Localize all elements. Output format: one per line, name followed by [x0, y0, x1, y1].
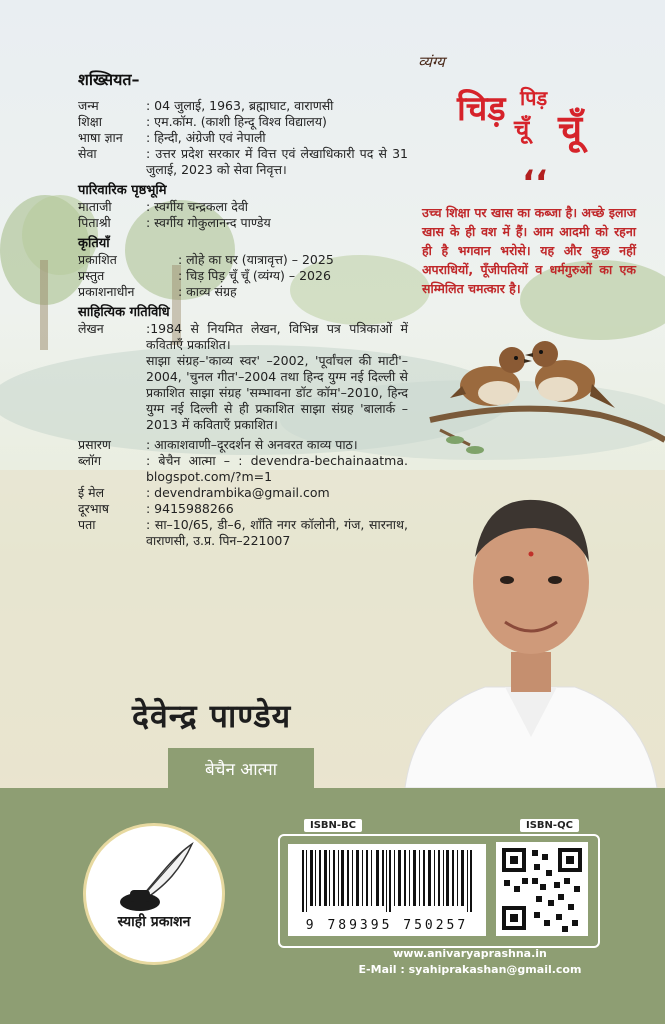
- bio-label: प्रस्तुत: [78, 268, 105, 283]
- bio-row-blog: [78, 453, 408, 485]
- bio-row-languages: [78, 130, 408, 146]
- book-genre: व्यंग्य: [418, 53, 445, 71]
- bio-value: : हिन्दी, अंग्रेजी एवं नेपाली: [146, 130, 266, 145]
- author-photo: [395, 462, 665, 788]
- bio-label: शिक्षा: [78, 114, 102, 129]
- bio-row-service: [78, 146, 408, 178]
- publisher-logo: [86, 826, 222, 962]
- bio-row-broadcast: [78, 437, 408, 453]
- bio-label: दूरभाष: [78, 501, 110, 516]
- bio-value: : स्वर्गीय गोकुलानन्द पाण्डेय: [146, 215, 271, 230]
- book-title-word-4: चूँ: [558, 107, 583, 151]
- sparrows-illustration: [450, 336, 620, 426]
- bio-row-education: [78, 114, 408, 130]
- bio-value: : चिड़ पिड़ चूँ चूँ (व्यंग्य) – 2026: [178, 268, 331, 283]
- publisher-email[interactable]: E-Mail : syahiprakashan@gmail.com: [358, 963, 582, 976]
- author-biography: [78, 72, 408, 549]
- publisher-website[interactable]: www.anivaryaprashna.in: [393, 947, 547, 960]
- bio-label: प्रसारण: [78, 437, 111, 452]
- bio-label: पिताश्री: [78, 215, 111, 230]
- bio-value: : आकाशवाणी–दूरदर्शन से अनवरत काव्य पाठ।: [146, 437, 358, 452]
- isbn-bc-label: ISBN-BC: [304, 819, 362, 832]
- quote-mark: ‘‘: [522, 163, 548, 203]
- publisher-contact: [350, 946, 590, 978]
- bio-row-phone: [78, 501, 408, 517]
- bio-anthologies: साझा संग्रह–'काव्य स्वर' –2002, 'पूर्वांचल की माटी'–2004, 'चुनल गीत'–2004 तथा हिन्द युग्म नई दिल्ली से प्रकाशित साझा संग्रह 'सम्भावना डॉट कॉम'–2010, हिन्द युग्म नई दिल्ली से ही प्रकाशित साझा संग्रह 'बालार्क –2013 में कविताएँ प्रकाशित।: [146, 353, 408, 432]
- bio-value: : devendrambika@gmail.com: [146, 485, 330, 500]
- bio-label: प्रकाशित: [78, 252, 117, 267]
- isbn-qc-label: ISBN-QC: [520, 819, 579, 832]
- bio-row-email: [78, 485, 408, 501]
- bio-label: ब्लॉग: [78, 453, 102, 468]
- bio-row-mother: [78, 199, 408, 215]
- bio-label: सेवा: [78, 146, 97, 161]
- isbn-number: 9 789395 750257: [305, 918, 469, 933]
- bio-label: माताजी: [78, 199, 112, 214]
- bio-row-presented: [78, 268, 408, 284]
- family-heading: पारिवारिक पृष्ठभूमि: [78, 183, 167, 198]
- bio-value: : 04 जुलाई, 1963, ब्रह्माघाट, वाराणसी: [146, 98, 334, 113]
- qr-code-icon: [496, 842, 588, 936]
- book-title-word-3: चूँ: [514, 115, 530, 143]
- bio-value: : लोहे का घर (यात्रावृत्त) – 2025: [178, 252, 334, 267]
- bio-label: लेखन: [78, 321, 104, 336]
- bio-row-published: [78, 252, 408, 268]
- bio-label: जन्म: [78, 98, 99, 113]
- bio-label: प्रकाशनाधीन: [78, 284, 135, 299]
- bio-value: : बेचैन आत्मा – : devendra-bechainaatma. blogspot.com/?m=1: [146, 453, 408, 484]
- book-title-word-2: पिड़: [520, 86, 548, 110]
- literary-heading: साहित्यिक गतिविधि: [78, 305, 170, 320]
- book-title-word-1: चिड़: [457, 89, 506, 129]
- bio-row-address: [78, 517, 408, 549]
- bio-value: : काव्य संग्रह: [178, 284, 237, 299]
- publisher-name: स्याही प्रकाशन: [117, 914, 191, 930]
- bio-value: : 9415988266: [146, 501, 234, 516]
- bio-label: भाषा ज्ञान: [78, 130, 123, 145]
- bio-value: : एम.कॉम. (काशी हिन्दू विश्व विद्यालय): [146, 114, 327, 129]
- bio-label: ई मेल: [78, 485, 105, 500]
- bio-row-birth: [78, 98, 408, 114]
- bio-row-writing: [78, 321, 408, 353]
- bio-value: :1984 से नियमित लेखन, विभिन्न पत्र पत्रिकाओं में कविताएँ प्रकाशित।: [146, 321, 408, 352]
- bio-row-father: [78, 215, 408, 231]
- bio-heading: शख्सियत–: [78, 70, 140, 89]
- inkpot-quill-icon: [114, 842, 194, 912]
- barcode: [288, 844, 486, 936]
- bio-row-forthcoming: [78, 284, 408, 300]
- bio-value: : उत्तर प्रदेश सरकार में वित्त एवं लेखाधिकारी पद से 31 जुलाई, 2023 को सेवा निवृत्त।: [146, 146, 408, 177]
- author-pen-name: बेचैन आत्मा: [168, 748, 314, 788]
- works-heading: कृतियाँ: [78, 236, 110, 251]
- bio-value: : सा–10/65, डी–6, शाँति नगर कॉलोनी, गंज, सारनाथ, वाराणसी, उ.प्र. पिन–221007: [146, 517, 408, 548]
- bio-value: : स्वर्गीय चन्द्रकला देवी: [146, 199, 249, 214]
- author-name: देवेन्द्र पाण्डेय: [132, 697, 292, 735]
- qr-code: [496, 842, 588, 936]
- barcode-bars-icon: [288, 844, 486, 916]
- book-quote: उच्च शिक्षा पर खास का कब्जा है। अच्छे इलाज खास के ही वश में हैं। आम आदमी को रहना ही है भगवान भरोसे। यह और कुछ नहीं अपराधियों, पूँजीपतियों व धर्मगुरुओं का एक सम्मिलित चमत्कार है।: [422, 205, 636, 296]
- bio-label: पता: [78, 517, 96, 532]
